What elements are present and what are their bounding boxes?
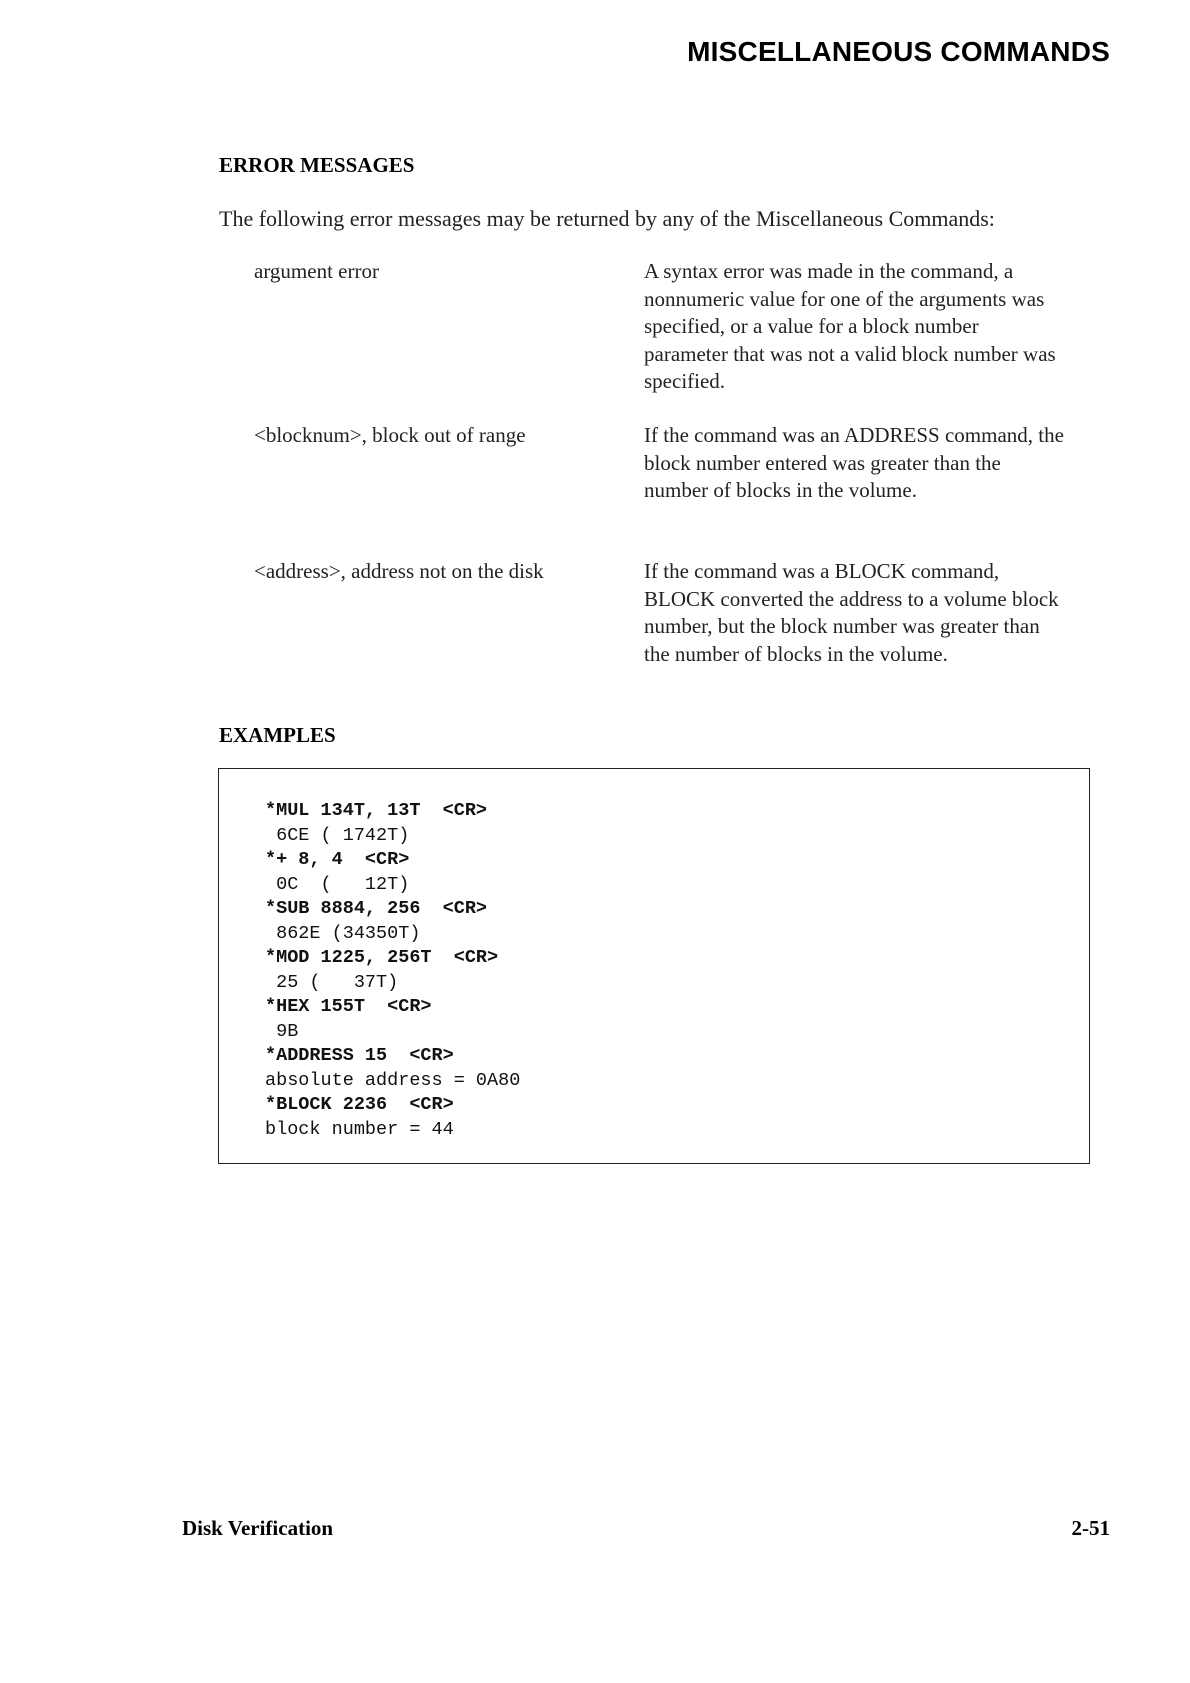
- code-line: 6CE ( 1742T): [265, 824, 410, 846]
- code-line: *MOD 1225, 256T <CR>: [265, 947, 499, 968]
- code-line: 0C ( 12T): [265, 873, 410, 895]
- error-message-description: If the command was an ADDRESS command, the block number entered was greater than the number of blocks in the volume.: [644, 423, 1064, 502]
- examples-code-box: [218, 768, 1090, 1164]
- code-line: block number = 44: [265, 1118, 454, 1140]
- error-message-description: If the command was a BLOCK command, BLOCK converted the address to a volume block number, but the block number was greater than the number of blocks in the volume.: [644, 559, 1059, 666]
- code-line: *+ 8, 4 <CR>: [265, 849, 410, 870]
- footer-page-number: 2-51: [1071, 1516, 1110, 1540]
- code-line: absolute address = 0A80: [265, 1069, 521, 1091]
- error-message-description: A syntax error was made in the command, a nonnumeric value for one of the arguments was specified, or a value for a block number parameter that was not a valid block number was specified.: [644, 259, 1056, 393]
- code-line: *SUB 8884, 256 <CR>: [265, 898, 488, 919]
- page-title: MISCELLANEOUS COMMANDS: [687, 36, 1110, 67]
- error-message-name: <address>, address not on the disk: [254, 559, 544, 583]
- error-messages-heading: ERROR MESSAGES: [219, 153, 415, 177]
- error-messages-intro: The following error messages may be returned by any of the Miscellaneous Commands:: [219, 206, 995, 231]
- code-line: *BLOCK 2236 <CR>: [265, 1094, 454, 1115]
- code-line: *MUL 134T, 13T <CR>: [265, 800, 488, 821]
- code-line: *ADDRESS 15 <CR>: [265, 1045, 454, 1066]
- code-line: 9B: [265, 1020, 299, 1042]
- code-line: *HEX 155T <CR>: [265, 996, 432, 1017]
- code-line: 25 ( 37T): [265, 971, 399, 993]
- examples-heading: EXAMPLES: [219, 723, 336, 747]
- footer-section-title: Disk Verification: [182, 1516, 334, 1540]
- error-message-name: <blocknum>, block out of range: [254, 423, 526, 447]
- examples-code-listing: [265, 799, 520, 1142]
- error-message-name: argument error: [254, 259, 379, 283]
- code-line: 862E (34350T): [265, 922, 421, 944]
